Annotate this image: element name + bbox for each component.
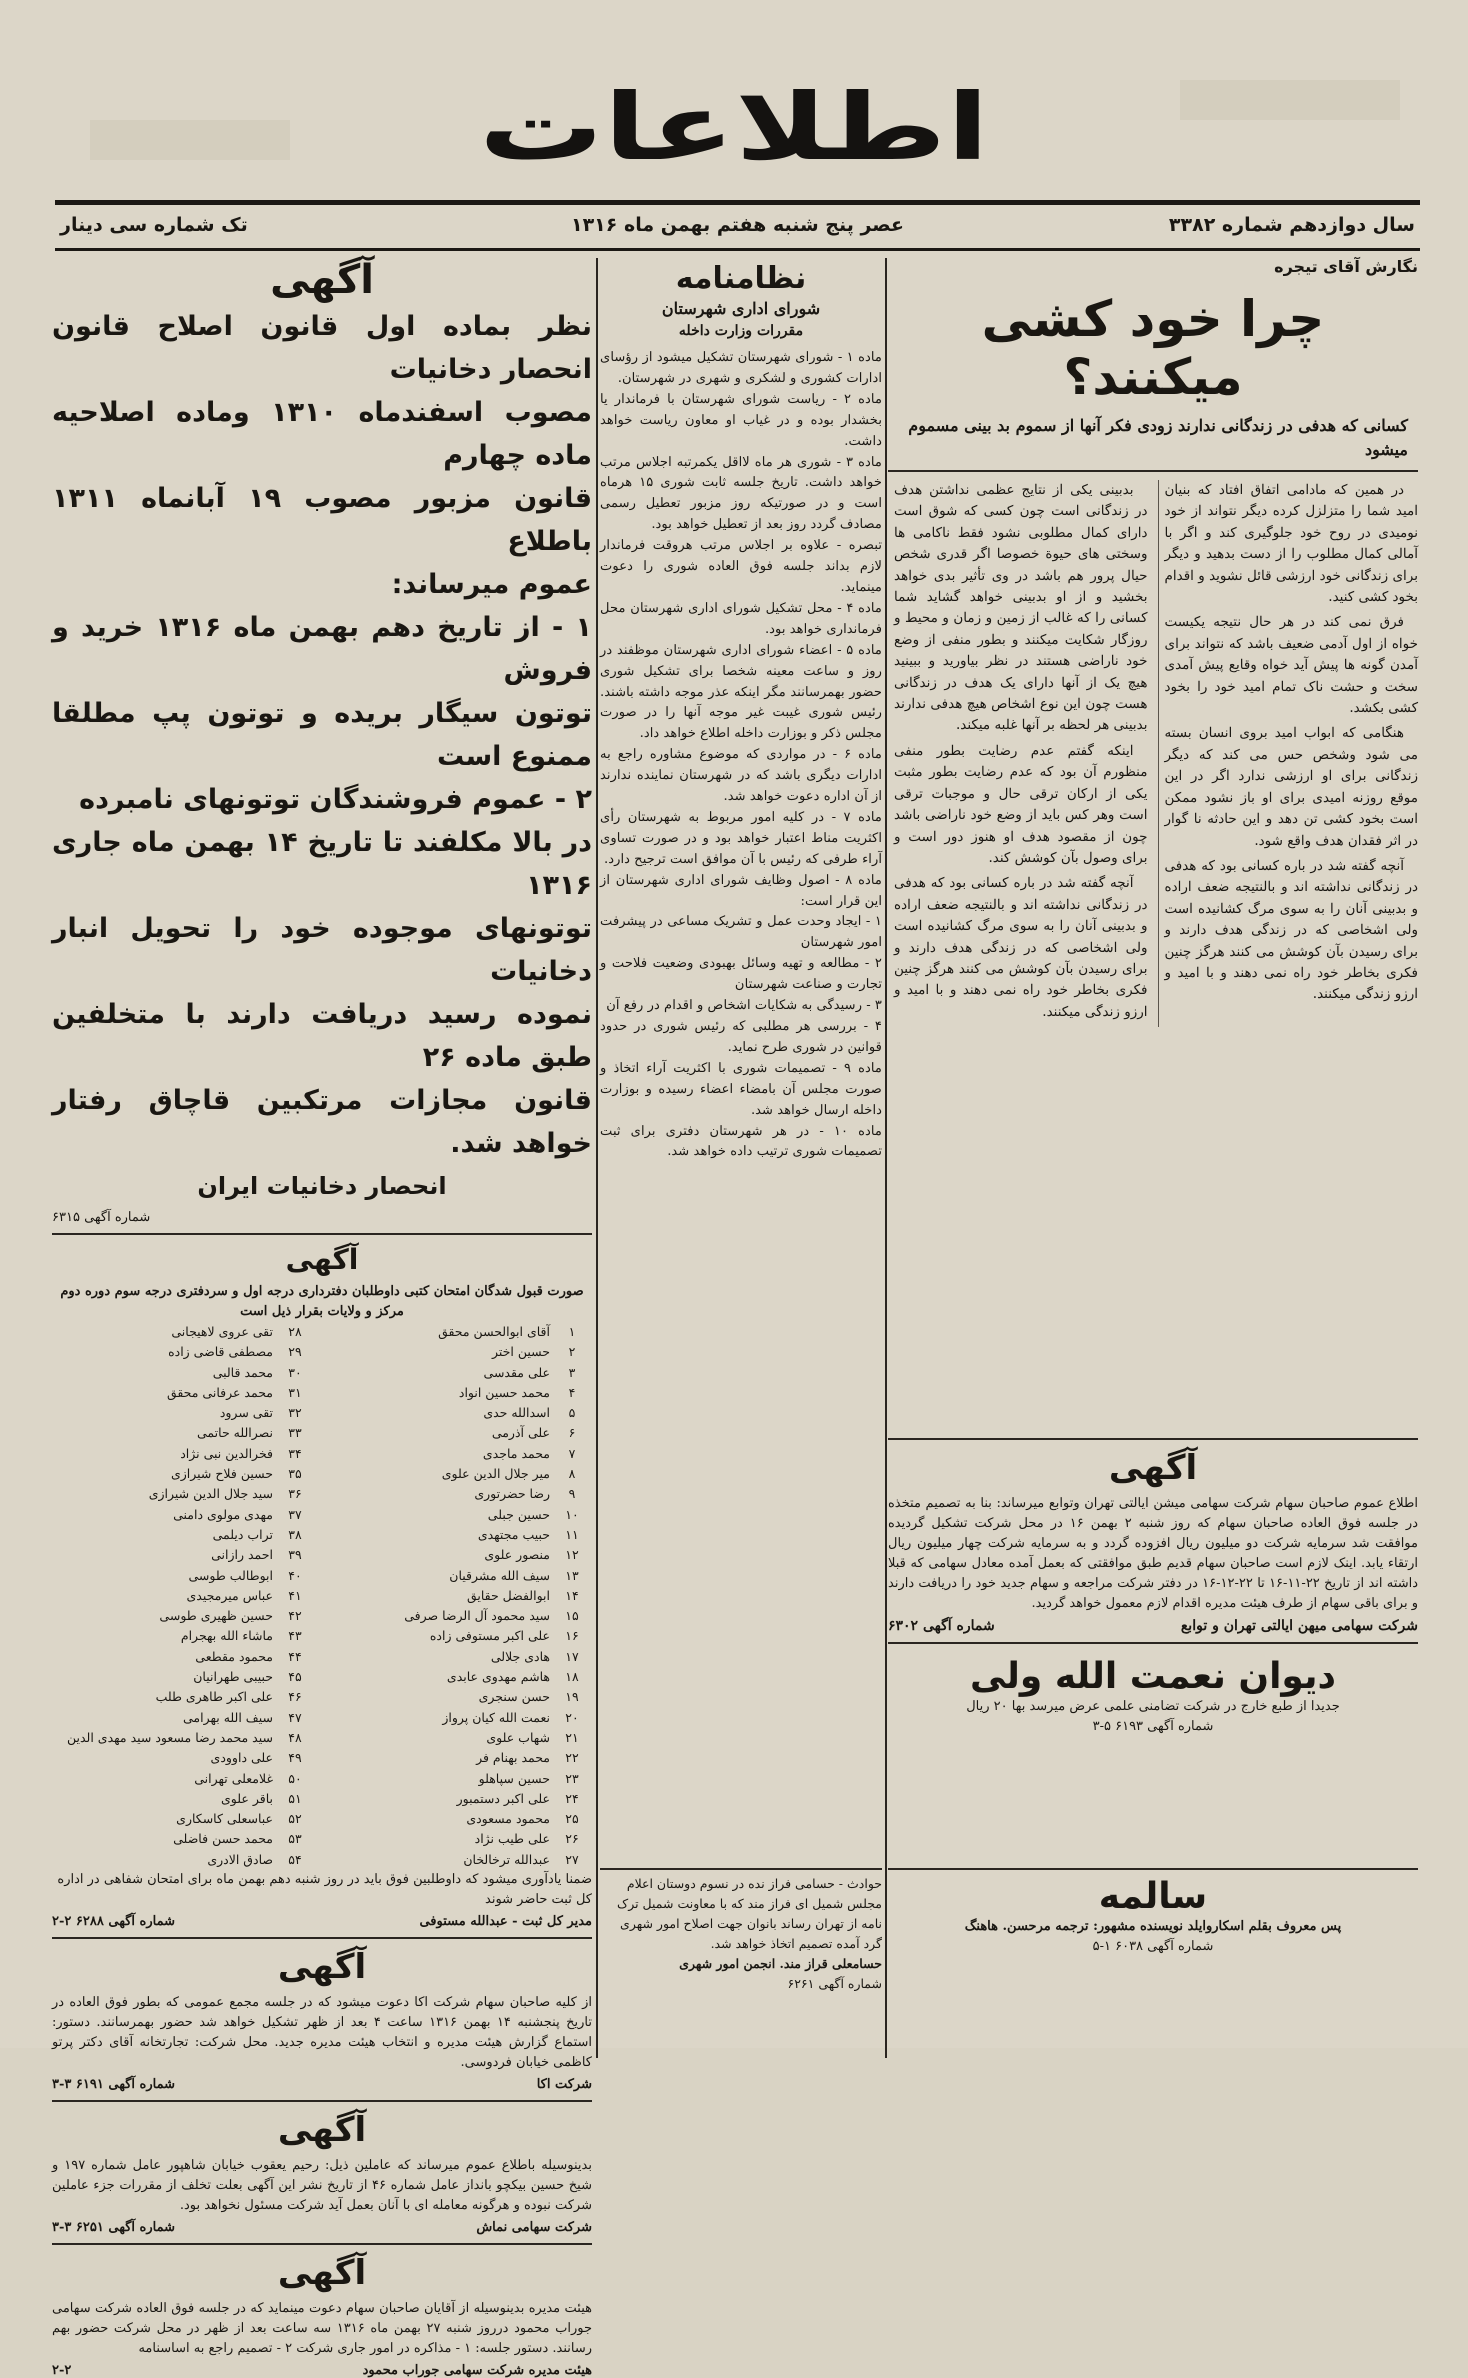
tobacco-ad-line: عموم میرساند: — [391, 569, 592, 600]
exam-row-name: نعمت الله کیان پرواز — [442, 1709, 550, 1725]
exam-row-name: محمود مقطعی — [195, 1648, 273, 1664]
agents-ad — [52, 2100, 592, 2235]
exam-row-number: ۳ — [568, 1364, 576, 1380]
exam-row-number: ۱۳ — [565, 1567, 579, 1583]
exam-list-row — [52, 1647, 315, 1667]
exam-row-name: سید محمد رضا مسعود سید مهدی الدین — [66, 1729, 273, 1745]
board-ad-number: ۲-۲ — [52, 2363, 72, 2378]
exam-list-row — [329, 1829, 592, 1849]
exam-list-row — [329, 1383, 592, 1403]
agents-ad-number: شماره آگهی ۶۲۵۱ ۳-۳ — [52, 2220, 175, 2236]
exam-row-number: ۳۷ — [288, 1506, 302, 1522]
article-paragraph: هنگامی که ابواب امید بروی انسان بسته می شود وشخص حس می کند که دیگر زندگانی برای او ارزشی ندارد اگر در این موقع روزنه امیدی برای او باز نشود ممکن است بخود کشی تن دهد و این حادثه نا گوار در اثر فقدان هدف واقع شود. — [1164, 725, 1418, 849]
exam-row-number: ۱۱ — [565, 1526, 579, 1542]
exam-row-name: ابوالفضل حقایق — [466, 1587, 550, 1603]
article-deck: کسانی که هدفی در زندگانی ندارند زودی فکر آنها از سموم بد بینی مسموم میشود — [888, 414, 1418, 472]
exam-row-number: ۱۹ — [565, 1689, 579, 1705]
newspaper-logo: اطلاعات — [478, 74, 990, 181]
regulation-article: ماده ۳ - شوری هر ماه لااقل یکمرتبه اجلاس مرتب خواهد داشت. تاریخ جلسه ثابت شوری ۱۵ هرماه است و در صورتیکه روز مزبور تعطیل رسمی مصادف گردد روز بعد از تعطیل خواهد بود. — [600, 454, 882, 533]
exam-list-right — [329, 1322, 592, 1870]
shareholders-ad-title: آگهی — [277, 1947, 367, 1988]
regulation-column — [600, 255, 882, 1855]
exam-list-row — [52, 1342, 315, 1362]
exam-row-number: ۴۴ — [288, 1648, 302, 1664]
exam-row-name: سید جلال الدین شیرازی — [148, 1486, 273, 1502]
exam-row-name: سیف الله بهرامی — [183, 1709, 273, 1725]
board-ad-signature: هیئت مدیره شرکت سهامی جوراب محمود — [362, 2363, 592, 2378]
exam-row-number: ۴۱ — [288, 1587, 302, 1603]
salname-body: پس معروف بقلم اسکاروایلد نویسنده مشهور: ترجمه مرحسن. هاهنگ — [964, 1919, 1342, 1934]
masthead-rule — [55, 200, 1420, 205]
exam-row-name: عباسعلی کاسکاری — [176, 1811, 273, 1827]
regulation-article: ماده ۹ - تصمیمات شوری با اکثریت آراء اتخاذ و صورت مجلس آن بامضاء اعضاء رسیده و بوزارت داخله ارسال خواهد شد. — [600, 1060, 882, 1118]
exam-row-name: حسین اختر — [491, 1344, 550, 1360]
exam-row-number: ۴۲ — [288, 1608, 302, 1624]
exam-row-number: ۱۴ — [565, 1587, 579, 1603]
exam-row-name: حسین سپاهلو — [478, 1770, 550, 1786]
tobacco-ad — [52, 257, 592, 1225]
exam-row-name: سید محمود آل الرضا صرفی — [404, 1608, 550, 1624]
exam-row-name: ماشاء الله بهجرام — [180, 1628, 273, 1644]
exam-list-row — [52, 1423, 315, 1443]
tobacco-ad-body — [52, 305, 592, 1208]
exam-results-ad — [52, 1233, 592, 1929]
exam-list-row — [329, 1403, 592, 1423]
exam-row-number: ۴۰ — [288, 1567, 302, 1583]
exam-row-number: ۱۰ — [565, 1506, 579, 1522]
exam-row-number: ۱۷ — [565, 1648, 579, 1664]
exam-row-number: ۲۳ — [565, 1770, 579, 1786]
regulation-article: ماده ۴ - محل تشکیل شورای اداری شهرستان محل فرمانداری خواهد بود. — [600, 600, 882, 637]
exam-row-name: غلامعلی تهرانی — [194, 1770, 273, 1786]
exam-list-row — [329, 1464, 592, 1484]
exam-row-name: محمد ماجدی — [482, 1445, 550, 1461]
exam-row-name: محمد حسین انواد — [458, 1384, 550, 1400]
article-byline: نگارش آقای تیجره — [1274, 257, 1418, 276]
exam-row-name: حبیبی طهرانیان — [193, 1669, 273, 1685]
exam-row-number: ۲۵ — [565, 1811, 579, 1827]
exam-row-number: ۳۲ — [288, 1405, 302, 1421]
exam-row-name: محمد بهنام فر — [476, 1750, 550, 1766]
exam-row-number: ۳۸ — [288, 1526, 302, 1542]
exam-row-number: ۱ — [568, 1324, 576, 1339]
tobacco-ad-line: مصوب اسفندماه ۱۳۱۰ وماده اصلاحیه ماده چهارم — [52, 397, 592, 471]
tobacco-ad-line: قانون مجازات مرتکبین قاچاق رفتار خواهد شد. — [52, 1085, 592, 1159]
exam-list-row — [329, 1809, 592, 1829]
exam-row-name: تقی سرود — [219, 1405, 273, 1421]
exam-row-name: حسین ظهیری طوسی — [159, 1608, 273, 1624]
exam-row-number: ۹ — [568, 1486, 576, 1502]
article-body — [888, 480, 1418, 1027]
exam-row-name: محمود مسعودی — [466, 1811, 550, 1827]
exam-row-name: فخرالدین نبی نژاد — [180, 1445, 273, 1461]
exam-list-row — [52, 1383, 315, 1403]
shareholders-ad-body: از کلیه صاحبان سهام شرکت اکا دعوت میشود که در جلسه مجمع عمومی که بطور فوق العاده در تاریخ پنجشنبه ۱۴ بهمن ۱۳۱۶ ساعت ۴ بعد از ظهر تشکیل خواهد شد حضور بهمرسانند. دستور: استماع گزارش هیئت مدیره و انتخاب هیئت مدیره جدید. محل شرکت: تجارتخانه آقای دکتر پرتو کاظمی خیابان فردوسی. — [52, 1995, 592, 2071]
salname-title: سالمه — [1098, 1876, 1208, 1917]
exam-row-name: حبیب مجتهدی — [477, 1526, 550, 1542]
exam-list-row — [52, 1464, 315, 1484]
bottom-notice-body: حوادث - حسامی فراز نده در نسوم دوستان اعلام مجلس شمیل ای فراز مند که با معاونت شمیل ترک نامه از تهران رساند بانوان جهت اصلاح امور شهری گرد آمده تصمیم اتخاذ خواهد شد. — [617, 1876, 882, 1951]
exam-list-row — [329, 1647, 592, 1667]
agents-ad-signature: شرکت سهامی نماش — [476, 2220, 592, 2236]
board-ad — [52, 2243, 592, 2378]
regulation-article: ماده ۵ - اعضاء شورای اداری شهرستان موظفند در روز و ساعت معینه شخصا برای تشکیل شوری حضور بهمرسانند مگر اینکه عذر موجه داشته باشند. رئیس شوری غیبت غیر موجه آنها را در صورت مجلس ذکر و بوزارت داخله اطلاع خواهد داد. — [600, 642, 882, 742]
notice-title: آگهی — [1108, 1448, 1198, 1488]
exam-row-name: حسن سنجری — [478, 1689, 550, 1705]
exam-row-name: تراب دیلمی — [212, 1526, 273, 1542]
shareholders-ad — [52, 1937, 592, 2092]
exam-row-name: رضا حضرتوری — [474, 1486, 550, 1502]
exam-list-row — [329, 1322, 592, 1342]
exam-row-name: محمد قالبی — [212, 1364, 273, 1380]
exam-list-row — [329, 1606, 592, 1626]
exam-ad-title: آگهی — [285, 1243, 359, 1276]
board-ad-body: هیئت مدیره بدینوسیله از آقایان صاحبان سهام دعوت مینماید که در جلسه فوق العاده شرکت سهامی جوراب محمود درروز شنبه ۲۷ بهمن ماه ۱۳۱۶ سه ساعت بعد از ظهر در محل شرکت حضور بهم رسانند. دستور جلسه: ۱ - مذاکره در امور جاری شرکت ۲ - تصمیم راجع به اساسنامه — [52, 2301, 592, 2357]
salname-ad — [888, 1868, 1418, 1957]
notice-body: اطلاع عموم صاحبان سهام شرکت سهامی میشن ایالتی تهران وتوابع میرساند: بنا به تصمیم متخذه در جلسه فوق العاده صاحبان سهام که روز شنبه ۲ بهمن ۱۶ در محل شرکت تشکیل گردیده موافقت شد سرمایه شرکت دو میلیون ریال افزوده گردد و به سرمایه شرکت چهار میلیون ریال ارتقاء یابد. اینک لازم است صاحبان سهام قدیم طبق موافقتی که بعمل آمده معادل سهامی که قبلا داشته اند از تاریخ ۲۲-۱۱-۱۶ تا ۲۲-۱۲-۱۶ در دفتر شرکت مراجعه و سهام جدید خود را دریافت دارند و برای باقی سهام از طرف هیئت مدیره اقدام لازم معمول خواهد گردید. — [888, 1496, 1418, 1611]
tobacco-ad-number: شماره آگهی ۶۳۱۵ — [52, 1210, 151, 1225]
exam-list-row — [329, 1545, 592, 1565]
exam-list-row — [329, 1342, 592, 1362]
exam-row-number: ۵۱ — [288, 1790, 302, 1806]
exam-row-name: منصور علوی — [484, 1547, 550, 1563]
exam-list-row — [329, 1525, 592, 1545]
notice-number: شماره آگهی ۶۳۰۲ — [888, 1618, 995, 1634]
exam-row-name: علی اکبر دستمبور — [456, 1790, 550, 1806]
board-ad-title: آگهی — [277, 2253, 367, 2294]
exam-list-row — [52, 1789, 315, 1809]
exam-row-number: ۵۲ — [288, 1811, 302, 1827]
regulation-article: ۳ - رسیدگی به شکایات اشخاص و اقدام در رفع آن — [606, 998, 882, 1014]
tobacco-ad-line: در بالا مکلفند تا تاریخ ۱۴ بهمن ماه جاری ۱۳۱۶ — [52, 827, 592, 901]
dateline — [60, 208, 1415, 248]
exam-row-name: ابوطالب طوسی — [188, 1567, 273, 1583]
exam-row-name: عبدالله ترخالخان — [463, 1851, 550, 1867]
exam-list-row — [329, 1748, 592, 1768]
exam-ad-number: شماره آگهی ۶۲۸۸ ۲-۲ — [52, 1914, 175, 1930]
exam-list-row — [329, 1505, 592, 1525]
exam-row-number: ۳۵ — [288, 1466, 302, 1482]
divan-title: دیوان نعمت الله ولی — [969, 1656, 1336, 1697]
bottom-notice-number: شماره آگهی ۶۲۶۱ — [787, 1976, 882, 1991]
exam-row-number: ۲۰ — [565, 1709, 579, 1725]
exam-row-number: ۳۹ — [288, 1547, 302, 1563]
exam-list-row — [52, 1667, 315, 1687]
exam-list-row — [52, 1403, 315, 1423]
regulation-article: ماده ۸ - اصول وظایف شورای اداری شهرستان از این قرار است: — [600, 872, 882, 909]
regulation-subtitle: شورای اداری شهرستان — [661, 299, 821, 318]
exam-list-row — [52, 1586, 315, 1606]
exam-list-row — [52, 1809, 315, 1829]
exam-row-number: ۸ — [568, 1466, 576, 1482]
exam-list-row — [329, 1769, 592, 1789]
exam-row-name: علی مقدسی — [483, 1364, 550, 1380]
exam-list-row — [329, 1586, 592, 1606]
exam-row-name: محمد عرفانی محقق — [166, 1384, 273, 1400]
shareholders-ad-number: شماره آگهی ۶۱۹۱ ۳-۳ — [52, 2077, 175, 2093]
exam-list-row — [329, 1728, 592, 1748]
divan-body: جدیدا از طبع خارج در شرکت تضامنی علمی عرض میرسد بها ۲۰ ریال — [966, 1699, 1340, 1714]
exam-list-row — [52, 1708, 315, 1728]
column-divider — [596, 258, 598, 2058]
masthead — [50, 70, 1418, 190]
article-paragraph: فرق نمی کند در هر حال نتیجه یکیست خواه از اول آدمی ضعیف باشد که نتواند برای آمدن گونه ها پیش آید خواه وقایع پیش آمدی سخت و حشت ناک تمام امید خود را بخود کشی بکشد. — [1164, 614, 1418, 717]
exam-list-row — [52, 1687, 315, 1707]
exam-row-number: ۴۸ — [288, 1729, 302, 1745]
exam-list-row — [329, 1423, 592, 1443]
exam-row-name: حسین جبلی — [487, 1506, 550, 1522]
exam-list-row — [52, 1606, 315, 1626]
exam-row-name: آقای ابوالحسن محقق — [438, 1324, 550, 1339]
agents-ad-title: آگهی — [277, 2110, 367, 2151]
ads-column — [52, 255, 592, 2378]
exam-row-number: ۴۷ — [288, 1709, 302, 1725]
tobacco-ad-line: نظر بماده اول قانون اصلاح قانون انحصار دخانیات — [52, 311, 592, 385]
exam-list-row — [329, 1667, 592, 1687]
exam-row-number: ۵۰ — [288, 1770, 302, 1786]
exam-row-number: ۲ — [568, 1344, 576, 1360]
exam-list-row — [52, 1505, 315, 1525]
exam-row-number: ۴ — [568, 1384, 576, 1400]
exam-list-row — [52, 1748, 315, 1768]
exam-row-number: ۲۱ — [565, 1729, 579, 1745]
exam-row-name: باقر علوی — [221, 1790, 273, 1806]
bottom-notice-signature: حسامعلی قراز مند. انجمن امور شهری — [679, 1956, 882, 1971]
exam-list-row — [52, 1829, 315, 1849]
regulation-article: ماده ۷ - در کلیه امور مربوط به شهرستان رأی اکثریت مناط اعتبار خواهد بود و در صورت تساوی آراء طرفی که رئیس با آن موافق است ترجیح دارد. — [600, 809, 882, 867]
regulation-articles — [600, 348, 882, 1163]
article-paragraph: آنچه گفته شد در باره کسانی بود که هدفی در زندگانی نداشته اند و بالنتیجه ضعف اراده و بدبینی آنان را به سوی مرگ کشانیده است ولی اشخاصی که در زندگی هدف دارند و برای رسیدن بآن کوشش می کنند هرگز چنین فکری بخاطر خود راه نمی دهند و با امید و ارزو زندگی میکنند. — [1164, 857, 1418, 1003]
regulation-article: تبصره - علاوه بر اجلاس مرتب هروقت فرماندار لازم بداند جلسه فوق العاده شوری را دعوت مینماید. — [600, 538, 882, 595]
exam-row-number: ۱۸ — [565, 1669, 579, 1685]
exam-row-number: ۱۲ — [565, 1547, 579, 1563]
exam-row-number: ۵۴ — [288, 1851, 302, 1867]
exam-row-number: ۷ — [568, 1445, 576, 1461]
exam-list-row — [52, 1566, 315, 1586]
exam-row-name: مهدی مولوی دامنی — [173, 1506, 273, 1522]
exam-list-row — [52, 1322, 315, 1342]
exam-row-name: هاشم مهدوی عابدی — [446, 1669, 550, 1685]
tobacco-ad-line: توتون سیگار بریده و توتون پپ مطلقا ممنوع است — [52, 698, 592, 772]
regulation-article: ماده ۶ - در مواردی که موضوع مشاوره راجع به ادارات دیگری باشد که در شهرستان نماینده ندارند از آن اداره دعوت خواهد شد. — [600, 747, 882, 805]
exam-row-number: ۳۳ — [288, 1425, 302, 1441]
exam-row-number: ۳۱ — [288, 1384, 302, 1400]
exam-list-row — [52, 1769, 315, 1789]
issue-date: عصر پنج شنبه هفتم بهمن ماه ۱۳۱۶ — [570, 214, 905, 236]
regulation-article: ۲ - مطالعه و تهیه وسائل بهبودی وضعیت فلاحت و تجارت و صناعت شهرستان — [600, 956, 882, 993]
regulation-article: ماده ۲ - ریاست شورای شهرستان با فرماندار یا بخشدار بوده و در غیاب او معاون ریاست خواهد داشت. — [600, 391, 883, 449]
exam-row-name: محمد حسن فاضلی — [173, 1831, 273, 1847]
issue-number: سال دوازدهم شماره ۳۳۸۲ — [1168, 214, 1415, 236]
exam-list-row — [329, 1708, 592, 1728]
exam-list-row — [329, 1363, 592, 1383]
exam-row-number: ۲۸ — [288, 1324, 302, 1339]
exam-row-number: ۵ — [568, 1405, 576, 1421]
exam-row-name: میر جلال الدین علوی — [441, 1466, 550, 1482]
exam-row-name: مصطفی قاضی زاده — [168, 1344, 273, 1360]
exam-list-row — [52, 1626, 315, 1646]
exam-list-row — [52, 1545, 315, 1565]
exam-row-number: ۲۷ — [565, 1851, 579, 1867]
exam-row-number: ۶ — [568, 1425, 576, 1441]
exam-list-row — [329, 1444, 592, 1464]
exam-row-number: ۴۶ — [288, 1689, 302, 1705]
exam-row-name: صادق الادری — [207, 1851, 273, 1867]
exam-row-number: ۱۶ — [565, 1628, 579, 1644]
notice-signature: شرکت سهامی میهن ایالتی تهران و توابع — [1180, 1618, 1418, 1634]
exam-row-name: علی آذرمی — [491, 1425, 550, 1441]
exam-list-row — [329, 1687, 592, 1707]
article-paragraph: اینکه گفتم عدم رضایت بطور منفی منظورم آن بود که عدم رضایت بطور مثبت یکی از ارکان ترقی حال و موجبات ترقی است وهر کس باید از وضع خود ناراضی باشد چون از مقصود هدف او هنوز دور است و برای وصول بآن کوشش کند. — [894, 742, 1148, 866]
exam-list-row — [329, 1566, 592, 1586]
exam-row-name: سیف الله مشرقیان — [449, 1567, 550, 1583]
exam-row-name: حسین فلاح شیرازی — [170, 1466, 273, 1482]
exam-list-row — [329, 1626, 592, 1646]
issue-price: تک شماره سی دینار — [60, 214, 248, 236]
tobacco-ad-line: نموده رسید دریافت دارند با متخلفین طبق ماده ۲۶ — [52, 999, 592, 1073]
exam-row-number: ۴۹ — [288, 1750, 302, 1766]
article-paragraph: آنچه گفته شد در باره کسانی بود که هدفی در زندگانی نداشته اند و بالنتیجه ضعف اراده و بدبینی آنان را به سوی مرگ کشانیده است ولی اشخاصی که در زندگی هدف دارند و برای رسیدن بآن کوشش می کنند هرگز چنین فکری بخاطر خود راه نمی دهند و با امید و ارزو زندگی میکنند. — [894, 875, 1148, 1020]
regulation-article: ۴ - بررسی هر مطلبی که رئیس شوری در حدود قوانین در شوری طرح نماید. — [600, 1019, 882, 1055]
regulation-article: ۱ - ایجاد وحدت عمل و تشریک مساعی در پیشرفت امور شهرستان — [600, 914, 882, 951]
tobacco-ad-line: ۲ - عموم فروشندگان توتونهای نامبرده — [79, 784, 592, 815]
exam-list-row — [52, 1444, 315, 1464]
exam-row-number: ۲۶ — [565, 1831, 579, 1847]
divan-number: شماره آگهی ۶۱۹۳ ۵-۳ — [1092, 1719, 1214, 1734]
exam-row-number: ۲۲ — [565, 1750, 579, 1766]
column-divider — [885, 258, 887, 2058]
exam-row-number: ۱۵ — [565, 1608, 579, 1624]
regulation-article: ماده ۱۰ - در هر شهرستان دفتری برای ثبت تصمیمات شوری ترتیب داده خواهد شد. — [600, 1123, 882, 1160]
company-notice — [888, 1430, 1418, 1737]
regulation-article: ماده ۱ - شورای شهرستان تشکیل میشود از رؤسای ادارات کشوری و لشکری و شهری در شهرستان. — [600, 350, 882, 386]
exam-row-name: نصرالله حاتمی — [197, 1425, 273, 1441]
exam-ad-signature: مدیر کل ثبت - عبدالله مستوفی — [419, 1914, 592, 1930]
divan-ad — [888, 1642, 1418, 1737]
exam-row-name: عباس میرمجیدی — [186, 1587, 273, 1603]
exam-row-name: هادی جلالی — [490, 1648, 550, 1664]
tobacco-ad-line: ۱ - از تاریخ دهم بهمن ماه ۱۳۱۶ خرید و فروش — [52, 612, 592, 686]
exam-row-number: ۲۹ — [288, 1344, 302, 1360]
tobacco-ad-title: آگهی — [270, 257, 374, 303]
tobacco-ad-line: قانون مزبور مصوب ۱۹ آبانماه ۱۳۱۱ باطلاع — [52, 483, 592, 557]
exam-row-name: علی اکبر مستوفی زاده — [429, 1628, 550, 1644]
exam-row-number: ۳۶ — [288, 1486, 302, 1502]
exam-list-row — [329, 1789, 592, 1809]
regulation-source: مقررات وزارت داخله — [678, 323, 804, 339]
exam-ad-intro: صورت قبول شدگان امتحان کتبی داوطلبان دفترداری درجه اول و سردفتری درجه سوم دوره دوم مرکز و ولایات بقرار ذیل است — [60, 1284, 584, 1319]
regulation-title: نظامنامه — [675, 261, 807, 296]
agents-ad-body: بدینوسیله باطلاع عموم میرساند که عاملین ذیل: رحیم یعقوب خیابان شاهپور عامل شماره ۱۹۷ و شیخ حسین بیکچو بانداز عامل شماره ۴۶ از تاریخ نشر این آگهی بعلت تخلف از مقررات جزء عاملین شرکت نبوده و هرگونه معامله ای با آنان بعمل آید شرکت مسئول نخواهد بود. — [52, 2158, 592, 2214]
shareholders-ad-signature: شرکت اکا — [536, 2077, 592, 2093]
exam-row-name: تقی عروی لاهیجانی — [171, 1324, 273, 1339]
exam-row-name: احمد رازانی — [211, 1547, 273, 1563]
exam-row-number: ۴۵ — [288, 1669, 302, 1685]
exam-row-number: ۳۰ — [288, 1364, 302, 1380]
exam-list-row — [52, 1484, 315, 1504]
exam-row-number: ۳۴ — [288, 1445, 302, 1461]
exam-row-number: ۵۳ — [288, 1831, 302, 1847]
bottom-notice — [600, 1868, 882, 1994]
article-headline: چرا خود کشی میکنند؟ — [981, 290, 1325, 406]
exam-list-row — [52, 1728, 315, 1748]
exam-row-name: علی داوودی — [210, 1750, 273, 1766]
exam-ad-footer: ضمنا یادآوری میشود که داوطلبین فوق باید در روز شنبه دهم بهمن ماه برای امتحان شفاهی در اداره کل ثبت حاضر شوند — [57, 1872, 592, 1908]
exam-list-row — [52, 1525, 315, 1545]
exam-list-left — [52, 1322, 315, 1870]
exam-row-number: ۲۴ — [565, 1790, 579, 1806]
exam-row-name: علی اکبر طاهری طلب — [155, 1689, 273, 1705]
exam-list-row — [329, 1850, 592, 1870]
exam-row-name: شهاب علوی — [486, 1729, 550, 1745]
article-paragraph: بدبینی یکی از نتایج عظمی نداشتن هدف در زندگانی است چون کسی که شوق است دارای کمال مطلوبی نشود فقط ناکامی ها وسختی های حیوة خصوصا اگر قدری شخص حیال پرور هم باشد در وی تأثیر بدی خواهد بخشید و از او بدبینی خواهد گشاید شما کسانی را که غالب از زمین و زمان و محیط و روزگار شکایت میکنند و بطور منفی از وضع خود ناراضی هستند در نظر بیاورید و ببینید هیچ یک از آنها دارای یک هدف در زندگانی هست چون این نوع اشخاص هیچ هدفی ندارند بدبینی هر لحظه بر آنها غلبه میکند. — [894, 482, 1148, 734]
exam-list-row — [329, 1484, 592, 1504]
exam-row-name: اسدالله حدی — [483, 1405, 550, 1421]
tobacco-ad-line: انحصار دخانیات ایران — [197, 1172, 447, 1200]
exam-list-row — [52, 1850, 315, 1870]
tobacco-ad-line: توتونهای موجوده خود را تحویل انبار دخانیات — [52, 913, 592, 987]
exam-row-number: ۴۳ — [288, 1628, 302, 1644]
article-paragraph: در همین که مادامی اتفاق افتاد که بنیان امید شما را متزلزل کرده دیگر نتواند از خود نومیدی در روح خود جلوگیری کند و اگر با آمالی کمال مطلوب را از دست بدهید و دیگر برای زندگانی خود ارزشی قائل نشوید و اقدام بخود کشی کنید. — [1164, 482, 1418, 606]
salname-number: شماره آگهی ۶۰۳۸ ۱-۵ — [1092, 1939, 1214, 1954]
exam-list-row — [52, 1363, 315, 1383]
exam-row-name: علی طیب نژاد — [474, 1831, 550, 1847]
dateline-rule — [55, 248, 1420, 251]
